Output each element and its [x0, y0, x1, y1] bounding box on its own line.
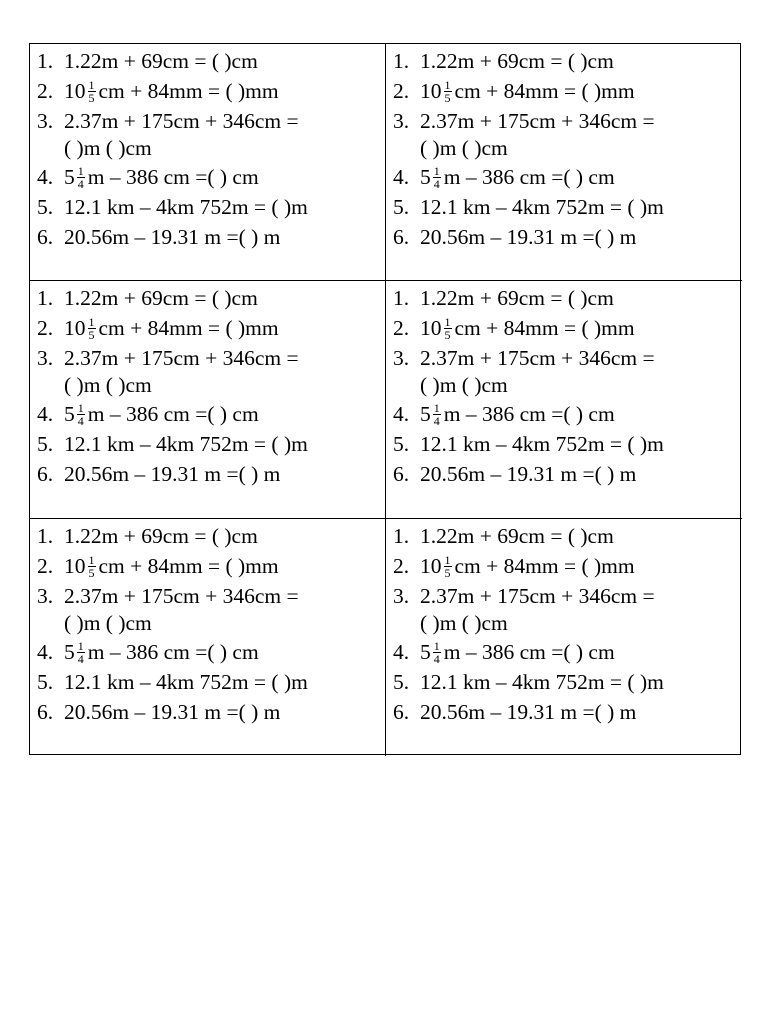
exercise-cell [30, 44, 386, 281]
fraction-denominator: 5 [444, 565, 451, 580]
question-text: 1.22m + 69cm = ( )cm [64, 49, 258, 73]
question-number: 4. [37, 165, 54, 189]
question-2 [37, 551, 385, 581]
question-4 [393, 399, 742, 429]
question-5 [37, 192, 385, 222]
question-4 [393, 162, 742, 192]
question-rest: m – 386 cm =( ) cm [87, 402, 259, 426]
question-text: 1.22m + 69cm = ( )cm [420, 524, 614, 548]
fraction-numerator: 1 [444, 314, 451, 329]
fraction [433, 402, 441, 427]
question-3 [37, 343, 385, 373]
question-text: 12.1 km – 4km 752m = ( )m [420, 195, 664, 219]
exercise-cell [30, 281, 386, 519]
question-rest: cm + 84mm = ( )mm [454, 554, 635, 578]
fraction-numerator: 1 [77, 163, 84, 178]
question-1 [37, 283, 385, 313]
question-5 [37, 667, 385, 697]
fraction-denominator: 4 [433, 413, 440, 428]
fraction-denominator: 5 [88, 565, 95, 580]
question-rest: m – 386 cm =( ) cm [443, 165, 615, 189]
question-3 [37, 581, 385, 611]
question-text: 1.22m + 69cm = ( )cm [64, 286, 258, 310]
fraction-numerator: 1 [88, 552, 95, 567]
question-1 [393, 521, 742, 551]
question-number: 4. [393, 402, 410, 426]
question-number: 2. [393, 554, 410, 578]
question-text: 12.1 km – 4km 752m = ( )m [64, 195, 308, 219]
question-text: 20.56m – 19.31 m =( ) m [420, 700, 637, 724]
question-number: 6. [37, 225, 54, 249]
question-6 [393, 697, 742, 727]
question-number: 3. [393, 346, 410, 370]
question-text [64, 162, 259, 192]
question-text [420, 551, 635, 581]
fraction-denominator: 5 [444, 90, 451, 105]
question-6 [37, 697, 385, 727]
question-3 [393, 106, 742, 136]
exercise-cell [386, 519, 742, 756]
question-1 [37, 521, 385, 551]
question-text: 2.37m + 175cm + 346cm = [420, 109, 655, 133]
question-text: 2.37m + 175cm + 346cm = [420, 584, 655, 608]
question-number: 5. [37, 432, 54, 456]
question-text: ( )m ( )cm [64, 136, 152, 160]
question-3-continuation [393, 609, 742, 637]
question-number: 2. [37, 554, 54, 578]
exercise-cell [30, 519, 386, 756]
question-text: 12.1 km – 4km 752m = ( )m [64, 670, 308, 694]
fraction [77, 165, 85, 190]
question-6 [37, 222, 385, 252]
question-number: 6. [393, 462, 410, 486]
question-number: 1. [393, 49, 410, 73]
question-2 [37, 76, 385, 106]
worksheet-grid [29, 43, 741, 755]
fraction [433, 640, 441, 665]
question-number: 6. [37, 700, 54, 724]
fraction [88, 79, 96, 104]
question-text: 12.1 km – 4km 752m = ( )m [420, 670, 664, 694]
whole-number: 5 [420, 640, 431, 664]
question-text: 12.1 km – 4km 752m = ( )m [64, 432, 308, 456]
whole-number: 10 [420, 316, 442, 340]
question-number: 6. [37, 462, 54, 486]
question-number: 3. [37, 584, 54, 608]
question-3 [393, 343, 742, 373]
question-3-continuation [393, 371, 742, 399]
fraction-denominator: 4 [433, 176, 440, 191]
question-number: 2. [37, 79, 54, 103]
question-6 [393, 222, 742, 252]
question-3-continuation [393, 134, 742, 162]
question-number: 5. [393, 195, 410, 219]
question-text [420, 399, 615, 429]
question-rest: cm + 84mm = ( )mm [454, 79, 635, 103]
fraction-denominator: 5 [444, 327, 451, 342]
question-rest: cm + 84mm = ( )mm [98, 316, 279, 340]
question-number: 2. [37, 316, 54, 340]
question-6 [393, 459, 742, 489]
question-1 [393, 283, 742, 313]
question-rest: m – 386 cm =( ) cm [87, 165, 259, 189]
question-3 [37, 106, 385, 136]
question-number: 3. [37, 109, 54, 133]
question-2 [393, 551, 742, 581]
question-number: 4. [37, 640, 54, 664]
question-5 [393, 429, 742, 459]
question-3-continuation [37, 609, 385, 637]
whole-number: 5 [64, 402, 75, 426]
question-number: 1. [37, 286, 54, 310]
whole-number: 10 [64, 554, 86, 578]
question-rest: cm + 84mm = ( )mm [98, 79, 279, 103]
question-text [420, 162, 615, 192]
whole-number: 5 [420, 402, 431, 426]
question-text [420, 637, 615, 667]
whole-number: 5 [420, 165, 431, 189]
question-rest: m – 386 cm =( ) cm [443, 402, 615, 426]
fraction [88, 316, 96, 341]
whole-number: 10 [420, 79, 442, 103]
fraction [444, 79, 452, 104]
question-text: 1.22m + 69cm = ( )cm [64, 524, 258, 548]
question-text: 1.22m + 69cm = ( )cm [420, 49, 614, 73]
question-number: 4. [393, 165, 410, 189]
question-4 [37, 637, 385, 667]
question-6 [37, 459, 385, 489]
question-4 [37, 162, 385, 192]
fraction-numerator: 1 [88, 77, 95, 92]
question-text: ( )m ( )cm [64, 611, 152, 635]
whole-number: 10 [64, 79, 86, 103]
question-number: 6. [393, 700, 410, 724]
question-number: 3. [393, 584, 410, 608]
question-text: 1.22m + 69cm = ( )cm [420, 286, 614, 310]
fraction-numerator: 1 [433, 638, 440, 653]
question-3-continuation [37, 371, 385, 399]
whole-number: 10 [420, 554, 442, 578]
question-2 [393, 313, 742, 343]
question-rest: m – 386 cm =( ) cm [443, 640, 615, 664]
question-text: 2.37m + 175cm + 346cm = [64, 109, 299, 133]
question-text [64, 637, 259, 667]
question-rest: cm + 84mm = ( )mm [454, 316, 635, 340]
fraction [77, 402, 85, 427]
question-5 [393, 192, 742, 222]
question-text: 20.56m – 19.31 m =( ) m [64, 225, 281, 249]
fraction [433, 165, 441, 190]
question-number: 6. [393, 225, 410, 249]
question-text [420, 313, 635, 343]
question-number: 4. [393, 640, 410, 664]
question-rest: m – 386 cm =( ) cm [87, 640, 259, 664]
question-text: 2.37m + 175cm + 346cm = [64, 346, 299, 370]
question-number: 1. [37, 49, 54, 73]
fraction-denominator: 4 [77, 413, 84, 428]
question-number: 1. [393, 286, 410, 310]
question-number: 2. [393, 316, 410, 340]
question-number: 2. [393, 79, 410, 103]
question-2 [393, 76, 742, 106]
fraction-numerator: 1 [433, 163, 440, 178]
fraction [444, 554, 452, 579]
fraction [77, 640, 85, 665]
question-text: ( )m ( )cm [64, 373, 152, 397]
question-rest: cm + 84mm = ( )mm [98, 554, 279, 578]
fraction-denominator: 4 [77, 176, 84, 191]
fraction-numerator: 1 [77, 400, 84, 415]
question-number: 4. [37, 402, 54, 426]
question-text [64, 313, 279, 343]
question-5 [37, 429, 385, 459]
question-3 [393, 581, 742, 611]
question-text: 20.56m – 19.31 m =( ) m [64, 462, 281, 486]
question-text: 2.37m + 175cm + 346cm = [420, 346, 655, 370]
question-text [64, 551, 279, 581]
fraction-numerator: 1 [444, 552, 451, 567]
question-1 [393, 46, 742, 76]
fraction-denominator: 4 [433, 651, 440, 666]
question-text: 2.37m + 175cm + 346cm = [64, 584, 299, 608]
question-4 [393, 637, 742, 667]
fraction-numerator: 1 [77, 638, 84, 653]
question-number: 3. [393, 109, 410, 133]
fraction [444, 316, 452, 341]
question-number: 5. [37, 670, 54, 694]
fraction-numerator: 1 [444, 77, 451, 92]
question-text [64, 76, 279, 106]
question-4 [37, 399, 385, 429]
question-1 [37, 46, 385, 76]
question-number: 1. [37, 524, 54, 548]
exercise-cell [386, 44, 742, 281]
question-text [64, 399, 259, 429]
question-text: 12.1 km – 4km 752m = ( )m [420, 432, 664, 456]
fraction-denominator: 5 [88, 90, 95, 105]
question-text [420, 76, 635, 106]
fraction-numerator: 1 [88, 314, 95, 329]
whole-number: 5 [64, 165, 75, 189]
whole-number: 10 [64, 316, 86, 340]
question-3-continuation [37, 134, 385, 162]
question-text: 20.56m – 19.31 m =( ) m [420, 462, 637, 486]
fraction-denominator: 5 [88, 327, 95, 342]
fraction-numerator: 1 [433, 400, 440, 415]
question-number: 1. [393, 524, 410, 548]
question-text: ( )m ( )cm [420, 611, 508, 635]
question-number: 5. [37, 195, 54, 219]
question-number: 5. [393, 670, 410, 694]
fraction [88, 554, 96, 579]
whole-number: 5 [64, 640, 75, 664]
question-number: 5. [393, 432, 410, 456]
question-5 [393, 667, 742, 697]
question-2 [37, 313, 385, 343]
question-number: 3. [37, 346, 54, 370]
question-text: ( )m ( )cm [420, 136, 508, 160]
exercise-cell [386, 281, 742, 519]
fraction-denominator: 4 [77, 651, 84, 666]
question-text: 20.56m – 19.31 m =( ) m [420, 225, 637, 249]
question-text: 20.56m – 19.31 m =( ) m [64, 700, 281, 724]
question-text: ( )m ( )cm [420, 373, 508, 397]
